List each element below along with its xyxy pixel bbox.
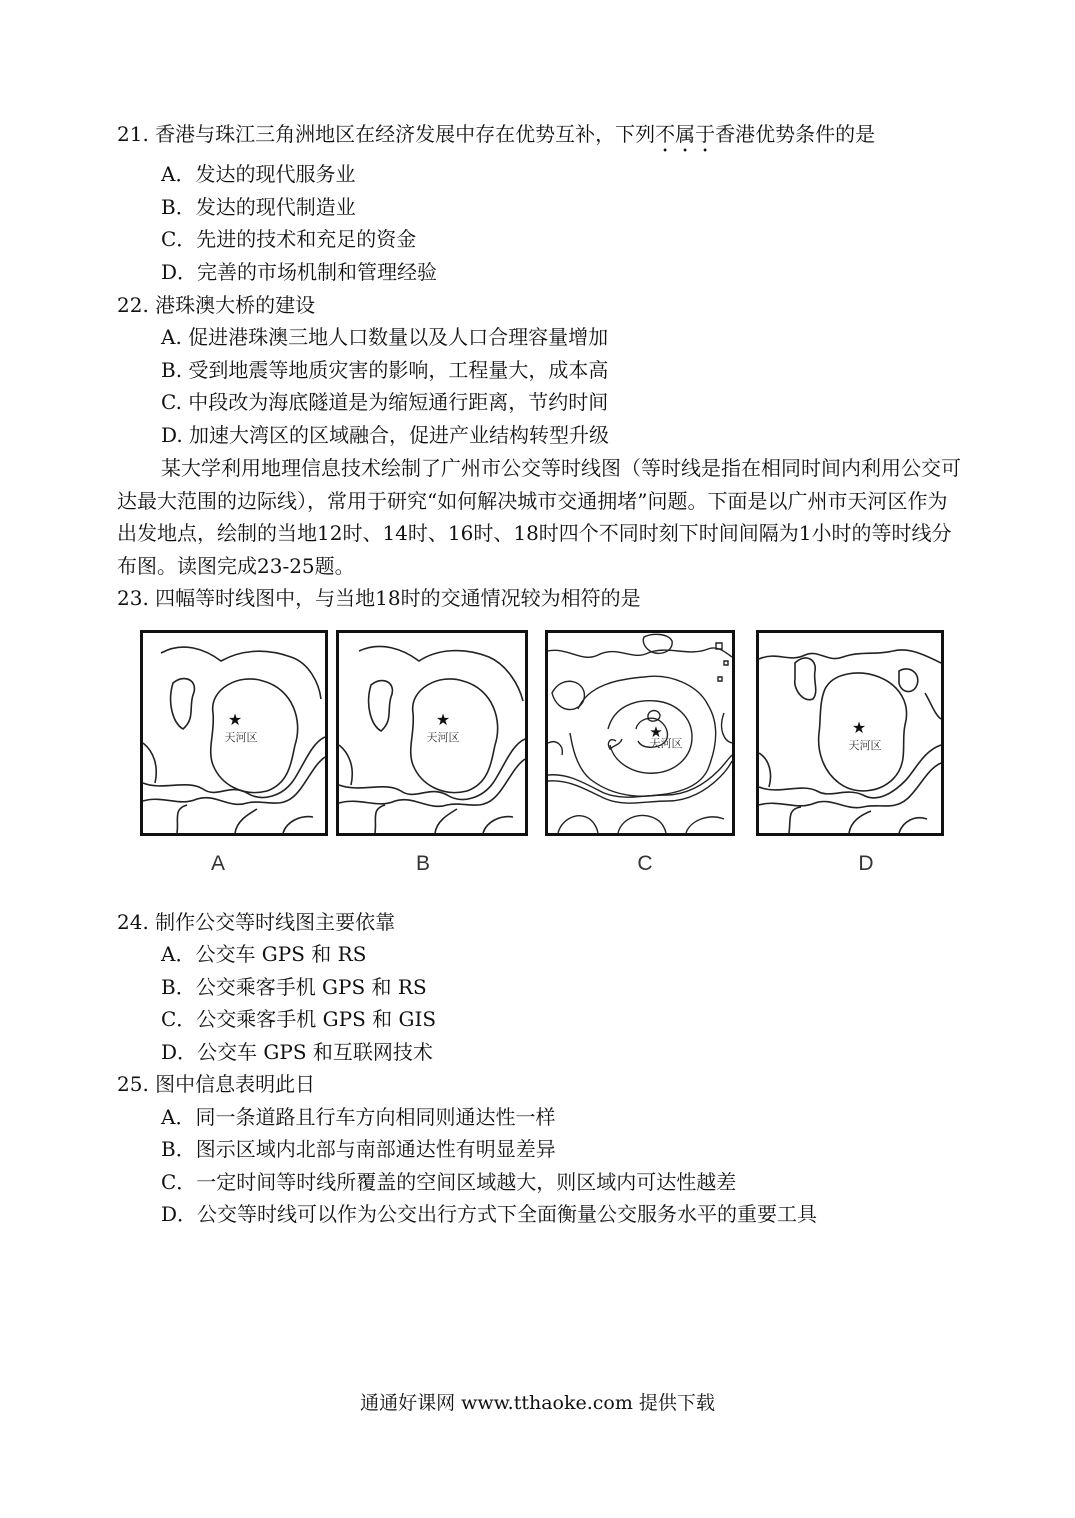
isochrone-map-a (140, 630, 328, 836)
question-21-stem-text-end: 香港优势条件的是 (715, 122, 876, 146)
question-22-option-a: A. 促进港珠澳三地人口数量以及人口合理容量增加 (161, 325, 609, 349)
map-a-label: 天河区 (224, 731, 258, 744)
isochrone-map-b (336, 630, 528, 836)
question-23-stem: 23. 四幅等时线图中，与当地18时的交通情况较为相符的是 (117, 586, 641, 610)
question-22-option-c: C. 中段改为海底隧道是为缩短通行距离，节约时间 (161, 390, 609, 414)
question-25-option-d: D．公交等时线可以作为公交出行方式下全面衡量公交服务水平的重要工具 (161, 1202, 818, 1226)
map-d-letter: D (858, 852, 874, 875)
question-25-stem: 25. 图中信息表明此日 (117, 1072, 316, 1096)
question-25-option-a: A．同一条道路且行车方向相同则通达性一样 (161, 1105, 556, 1129)
svg-text:★: ★ (227, 710, 243, 729)
question-21-option-d: D．完善的市场机制和管理经验 (161, 260, 438, 284)
question-24-option-c: C．公交乘客手机 GPS 和 GIS (161, 1007, 437, 1031)
passage-text: 某大学利用地理信息技术绘制了广州市公交等时线图（等时线是指在相同时间内利用公交可达最大范围的边际线），常用于研究“如何解决城市交通拥堵”问题。下面是以广州市天河区作为出发地点，绘制的当地12时、14时、16时、18时四个不同时刻下时间间隔为1小时的等时线分布图。读图完成23-25题。 (117, 456, 961, 578)
question-21-option-a: A．发达的现代服务业 (161, 162, 356, 186)
map-c-label: 天河区 (649, 737, 683, 750)
question-24-option-d: D．公交车 GPS 和互联网技术 (161, 1040, 433, 1064)
question-25-option-c: C．一定时间等时线所覆盖的空间区域越大，则区域内可达性越差 (161, 1170, 737, 1194)
question-22-option-d: D. 加速大湾区的区域融合，促进产业结构转型升级 (161, 423, 610, 447)
question-21-option-c: C．先进的技术和充足的资金 (161, 227, 417, 251)
question-21-option-b: B．发达的现代制造业 (161, 195, 356, 219)
map-c-letter: C (637, 852, 653, 875)
question-25-option-b: B．图示区域内北部与南部通达性有明显差异 (161, 1137, 556, 1161)
svg-text:★: ★ (435, 710, 451, 729)
page-footer: 通通好课网 www.tthaoke.com 提供下载 (360, 1392, 715, 1414)
question-24-option-b: B．公交乘客手机 GPS 和 RS (161, 975, 427, 999)
question-22-option-b: B. 受到地震等地质灾害的影响，工程量大，成本高 (161, 358, 609, 382)
isochrone-map-d (756, 630, 944, 836)
map-d-label: 天河区 (848, 739, 882, 752)
svg-text:★: ★ (851, 718, 867, 737)
map-b-letter: B (415, 852, 430, 875)
question-24-option-a: A．公交车 GPS 和 RS (161, 942, 367, 966)
question-21-stem-text: 21. 香港与珠江三角洲地区在经济发展中存在优势互补，下列 (117, 122, 656, 146)
question-21-emphasis: 不属于 (655, 122, 716, 146)
map-a-letter: A (210, 852, 225, 875)
question-21-stem (117, 121, 875, 157)
svg-text:★: ★ (649, 723, 663, 741)
isochrone-map-c (545, 630, 735, 836)
map-b-label: 天河区 (426, 731, 460, 744)
question-24-stem: 24. 制作公交等时线图主要依靠 (117, 910, 396, 934)
question-22-stem: 22. 港珠澳大桥的建设 (117, 293, 316, 317)
